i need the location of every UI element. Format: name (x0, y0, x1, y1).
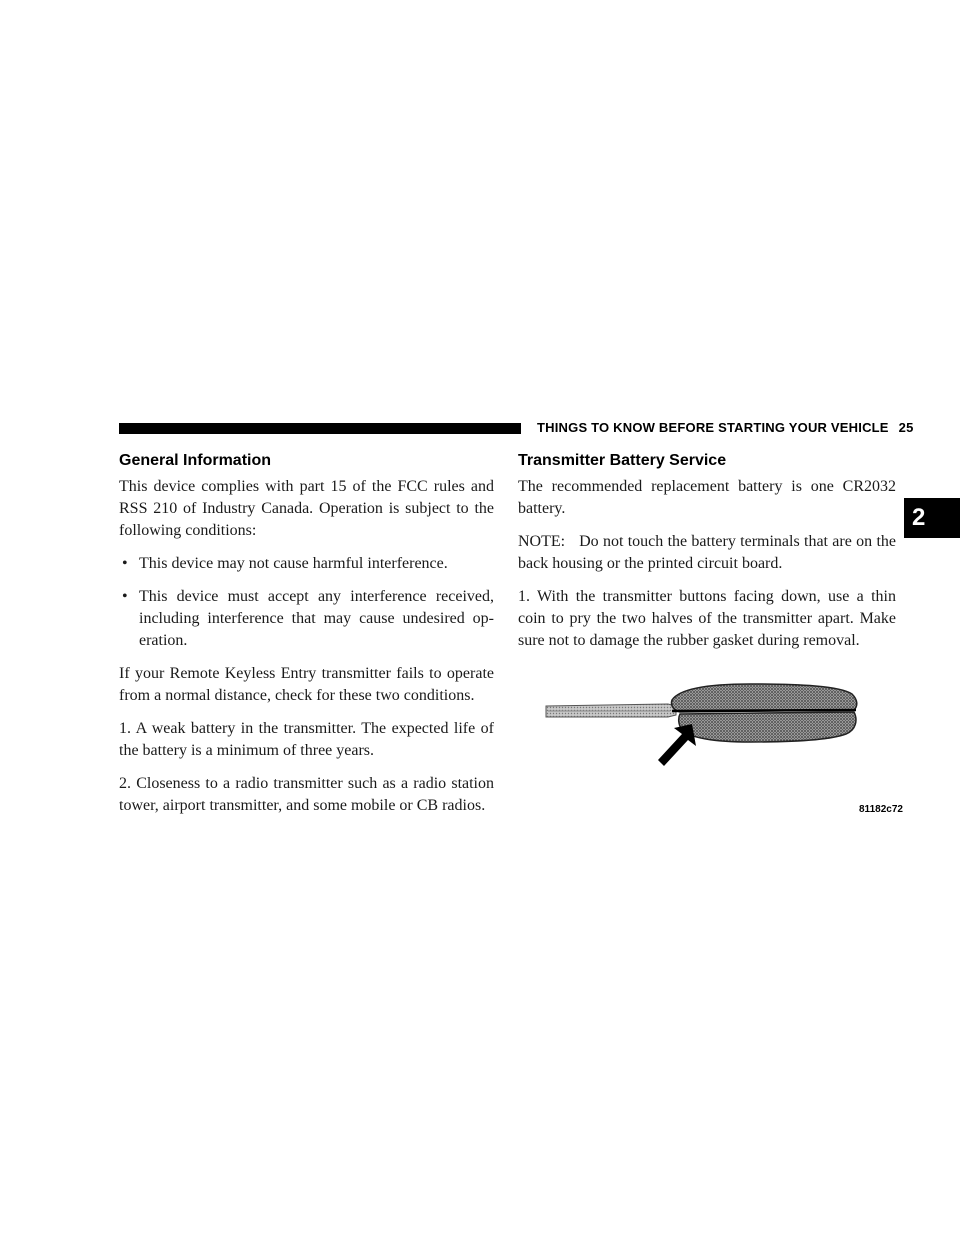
header-rule (119, 423, 521, 434)
chapter-tab: 2 (904, 498, 960, 538)
list-item-text: This device may not cause harmful interference. (139, 555, 448, 572)
running-head (537, 420, 914, 435)
arrow-icon (656, 722, 700, 768)
left-column (119, 450, 494, 828)
running-head-title: THINGS TO KNOW BEFORE STARTING YOUR VEHICLE (537, 420, 889, 435)
conditions-list (119, 553, 494, 652)
list-item (119, 586, 494, 652)
fcc-intro-paragraph: This device complies with part 15 of the FCC rules and RSS 210 of Industry Canada. Operation is subject to the following conditions: (119, 478, 494, 539)
heading-transmitter-battery-service: Transmitter Battery Service (518, 452, 727, 469)
right-column (518, 450, 896, 663)
battery-paragraph: The recommended replacement battery is one CR2032 battery. (518, 478, 896, 517)
note-label: NOTE: (518, 533, 566, 550)
bullet-icon: • (122, 555, 128, 572)
heading-general-information: General Information (119, 452, 272, 469)
figure-code: 81182c72 (859, 804, 903, 815)
key-fob-figure (540, 670, 900, 820)
list-item (119, 553, 494, 575)
bullet-icon: • (122, 588, 128, 605)
list-item-text: This device must accept any interference received, including interference that may cause undesired op-eration. (139, 588, 494, 649)
key-fob-transmitter-illustration (540, 670, 900, 820)
page-number: 25 (898, 420, 914, 435)
note-text: Do not touch the battery terminals that are on the back housing or the printed circuit board. (518, 533, 896, 572)
distance-paragraph: If your Remote Keyless Entry transmitter fails to operate from a normal distance, check for these two conditions. (119, 665, 494, 704)
step-1-paragraph: 1. With the transmitter buttons facing down, use a thin coin to pry the two halves of the transmitter apart. Make sure not to damage the rubber gasket during removal. (518, 588, 896, 649)
condition-2-paragraph: 2. Closeness to a radio transmitter such as a radio station tower, airport transmitter, and some mobile or CB radios. (119, 775, 494, 814)
condition-1-paragraph: 1. A weak battery in the transmitter. The expected life of the battery is a minimum of three years. (119, 720, 494, 759)
note-paragraph (518, 531, 896, 575)
